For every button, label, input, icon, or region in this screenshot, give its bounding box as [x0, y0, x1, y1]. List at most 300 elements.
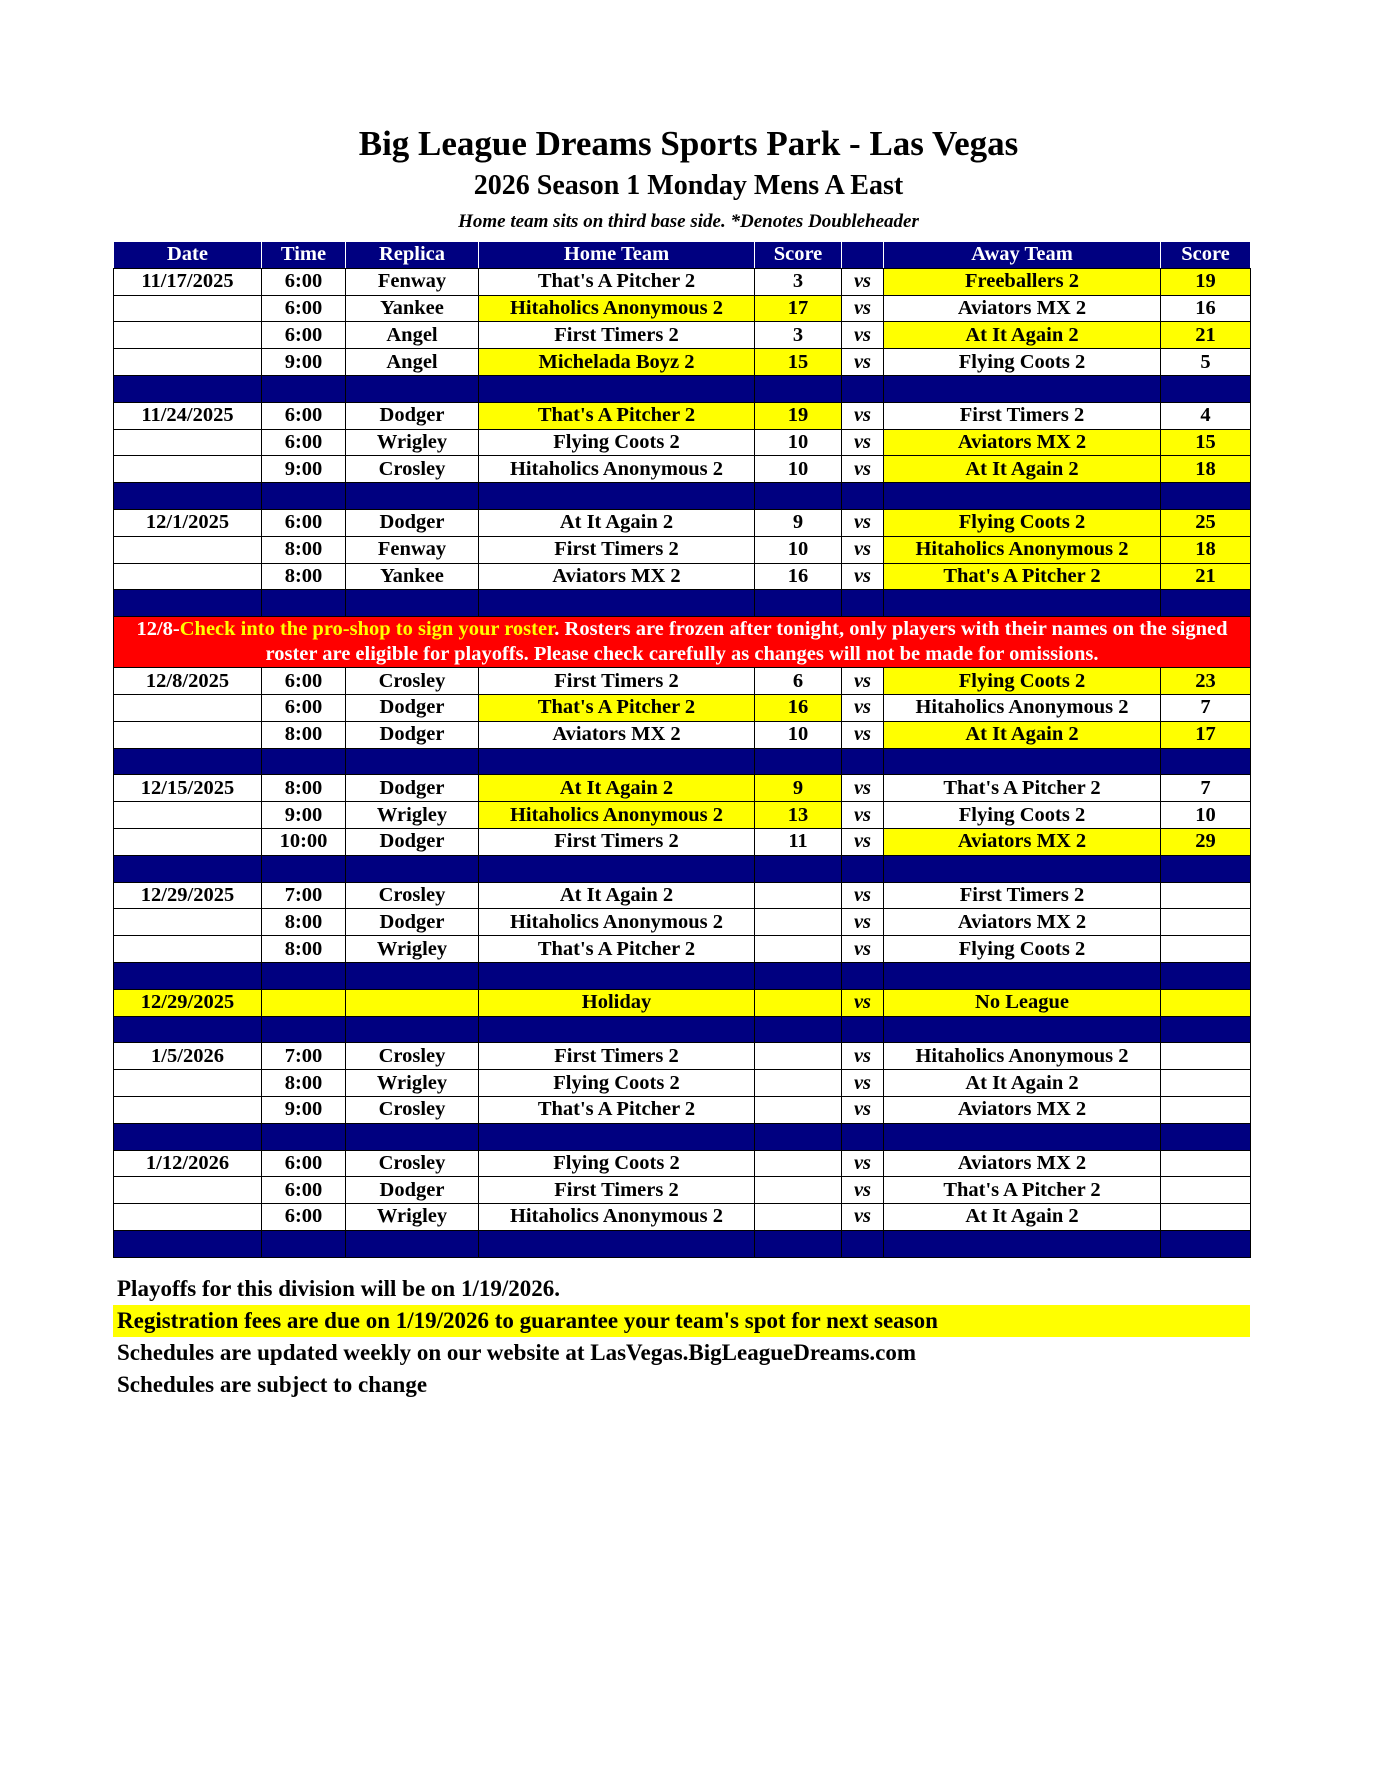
- cell-home: That's A Pitcher 2: [479, 402, 755, 429]
- cell-date: [114, 456, 262, 483]
- cell-vs: vs: [842, 989, 884, 1016]
- cell-home: Flying Coots 2: [479, 429, 755, 456]
- col-header-away-team: Away Team: [884, 242, 1161, 269]
- cell-home: First Timers 2: [479, 828, 755, 855]
- cell-date: 1/5/2026: [114, 1043, 262, 1070]
- cell-home-score: 15: [755, 349, 842, 376]
- cell-away: That's A Pitcher 2: [884, 563, 1161, 590]
- game-row: [114, 828, 1251, 855]
- separator-cell: [884, 1016, 1161, 1043]
- cell-home: Flying Coots 2: [479, 1150, 755, 1177]
- cell-away-score: [1161, 1177, 1251, 1204]
- cell-vs: vs: [842, 322, 884, 349]
- cell-away-score: [1161, 1070, 1251, 1097]
- separator-cell: [479, 590, 755, 617]
- cell-away-score: 10: [1161, 802, 1251, 829]
- separator-cell: [346, 375, 479, 402]
- cell-away: Aviators MX 2: [884, 909, 1161, 936]
- cell-vs: vs: [842, 802, 884, 829]
- separator-cell: [262, 748, 346, 775]
- cell-away: Freeballers 2: [884, 268, 1161, 295]
- game-row: [114, 1150, 1251, 1177]
- cell-home-score: 9: [755, 509, 842, 536]
- website-note: Schedules are updated weekly on our website at LasVegas.BigLeagueDreams.com: [117, 1340, 917, 1365]
- cell-home-score: 16: [755, 563, 842, 590]
- game-row: [114, 1204, 1251, 1231]
- cell-away-score: [1161, 936, 1251, 963]
- separator-cell: [884, 1123, 1161, 1150]
- game-row: [114, 882, 1251, 909]
- cell-replica: Crosley: [346, 882, 479, 909]
- cell-away-score: 18: [1161, 456, 1251, 483]
- cell-replica: Dodger: [346, 775, 479, 802]
- cell-away: Hitaholics Anonymous 2: [884, 1043, 1161, 1070]
- page-title: Big League Dreams Sports Park - Las Vegas: [358, 124, 1019, 163]
- cell-date: [114, 295, 262, 322]
- cell-time: 6:00: [262, 509, 346, 536]
- cell-away: Aviators MX 2: [884, 295, 1161, 322]
- cell-home-score: [755, 1043, 842, 1070]
- schedule-table: [113, 241, 1251, 1258]
- cell-date: [114, 828, 262, 855]
- separator-cell: [755, 375, 842, 402]
- cell-date: [114, 1177, 262, 1204]
- cell-time: 8:00: [262, 936, 346, 963]
- cell-time: 6:00: [262, 322, 346, 349]
- cell-away-score: 16: [1161, 295, 1251, 322]
- cell-home-score: 6: [755, 668, 842, 695]
- cell-replica: Wrigley: [346, 802, 479, 829]
- cell-home-score: [755, 989, 842, 1016]
- cell-home: At It Again 2: [479, 509, 755, 536]
- cell-replica: Crosley: [346, 1150, 479, 1177]
- separator-cell: [262, 1016, 346, 1043]
- separator-cell: [755, 748, 842, 775]
- col-header-time: Time: [262, 242, 346, 269]
- cell-home: Hitaholics Anonymous 2: [479, 1204, 755, 1231]
- cell-vs: vs: [842, 349, 884, 376]
- cell-time: 8:00: [262, 563, 346, 590]
- cell-away: At It Again 2: [884, 721, 1161, 748]
- cell-time: 9:00: [262, 349, 346, 376]
- cell-away-score: 23: [1161, 668, 1251, 695]
- cell-away-score: 4: [1161, 402, 1251, 429]
- separator-cell: [262, 590, 346, 617]
- cell-away: At It Again 2: [884, 1070, 1161, 1097]
- cell-replica: Dodger: [346, 509, 479, 536]
- separator-cell: [114, 375, 262, 402]
- col-header-vs: [842, 242, 884, 269]
- cell-time: 6:00: [262, 402, 346, 429]
- cell-away: Aviators MX 2: [884, 828, 1161, 855]
- separator-cell: [884, 1230, 1161, 1257]
- separator-cell: [884, 962, 1161, 989]
- cell-home: First Timers 2: [479, 1177, 755, 1204]
- cell-home: Hitaholics Anonymous 2: [479, 295, 755, 322]
- cell-vs: vs: [842, 1096, 884, 1123]
- schedule-note: Home team sits on third base side. *Denotes Doubleheader: [458, 211, 919, 232]
- separator-cell: [1161, 855, 1251, 882]
- cell-replica: Dodger: [346, 402, 479, 429]
- page-subtitle: 2026 Season 1 Monday Mens A East: [473, 170, 904, 201]
- separator-cell: [884, 590, 1161, 617]
- cell-away: That's A Pitcher 2: [884, 775, 1161, 802]
- separator-cell: [884, 748, 1161, 775]
- cell-home: Hitaholics Anonymous 2: [479, 909, 755, 936]
- roster-notice: [114, 617, 1251, 668]
- cell-away: Aviators MX 2: [884, 1150, 1161, 1177]
- holiday-row: [114, 989, 1251, 1016]
- separator-cell: [755, 1016, 842, 1043]
- cell-replica: Angel: [346, 349, 479, 376]
- cell-home-score: 10: [755, 456, 842, 483]
- game-row: [114, 721, 1251, 748]
- separator-cell: [114, 855, 262, 882]
- cell-date: [114, 694, 262, 721]
- separator-cell: [346, 590, 479, 617]
- separator-cell: [842, 1123, 884, 1150]
- cell-away-score: 21: [1161, 322, 1251, 349]
- cell-home-score: [755, 882, 842, 909]
- cell-time: 6:00: [262, 429, 346, 456]
- cell-time: 8:00: [262, 721, 346, 748]
- cell-home-score: 3: [755, 322, 842, 349]
- cell-away: That's A Pitcher 2: [884, 1177, 1161, 1204]
- roster-notice-row: [114, 617, 1251, 668]
- cell-replica: Crosley: [346, 456, 479, 483]
- cell-vs: vs: [842, 1177, 884, 1204]
- separator-cell: [479, 375, 755, 402]
- cell-time: 8:00: [262, 775, 346, 802]
- cell-vs: vs: [842, 1150, 884, 1177]
- separator-cell: [1161, 748, 1251, 775]
- separator-cell: [479, 855, 755, 882]
- cell-replica: Dodger: [346, 828, 479, 855]
- cell-time: 8:00: [262, 909, 346, 936]
- cell-vs: vs: [842, 909, 884, 936]
- separator-cell: [114, 1016, 262, 1043]
- game-row: [114, 402, 1251, 429]
- separator-row: [114, 1230, 1251, 1257]
- cell-time: 9:00: [262, 802, 346, 829]
- cell-away: First Timers 2: [884, 402, 1161, 429]
- cell-home: First Timers 2: [479, 668, 755, 695]
- cell-time: [262, 989, 346, 1016]
- cell-vs: vs: [842, 668, 884, 695]
- cell-away-score: [1161, 909, 1251, 936]
- cell-away: Flying Coots 2: [884, 936, 1161, 963]
- cell-date: [114, 322, 262, 349]
- cell-time: 8:00: [262, 1070, 346, 1097]
- cell-date: [114, 429, 262, 456]
- separator-cell: [479, 1230, 755, 1257]
- game-row: [114, 1070, 1251, 1097]
- separator-row: [114, 1016, 1251, 1043]
- cell-vs: vs: [842, 563, 884, 590]
- cell-replica: Dodger: [346, 721, 479, 748]
- cell-home: That's A Pitcher 2: [479, 694, 755, 721]
- cell-time: 8:00: [262, 536, 346, 563]
- cell-vs: vs: [842, 882, 884, 909]
- table-header-row: [114, 242, 1251, 269]
- separator-cell: [346, 962, 479, 989]
- separator-cell: [479, 962, 755, 989]
- cell-away-score: 29: [1161, 828, 1251, 855]
- separator-cell: [755, 483, 842, 510]
- cell-date: [114, 1204, 262, 1231]
- game-row: [114, 295, 1251, 322]
- cell-home: Aviators MX 2: [479, 721, 755, 748]
- separator-cell: [1161, 1016, 1251, 1043]
- game-row: [114, 456, 1251, 483]
- cell-vs: vs: [842, 775, 884, 802]
- cell-time: 6:00: [262, 295, 346, 322]
- separator-cell: [479, 1123, 755, 1150]
- cell-vs: vs: [842, 509, 884, 536]
- cell-date: 12/29/2025: [114, 989, 262, 1016]
- separator-cell: [1161, 1123, 1251, 1150]
- cell-home: At It Again 2: [479, 775, 755, 802]
- cell-time: 7:00: [262, 1043, 346, 1070]
- cell-replica: Wrigley: [346, 936, 479, 963]
- cell-home-score: 13: [755, 802, 842, 829]
- separator-row: [114, 855, 1251, 882]
- separator-cell: [884, 483, 1161, 510]
- cell-date: 12/29/2025: [114, 882, 262, 909]
- cell-vs: vs: [842, 721, 884, 748]
- separator-cell: [842, 1230, 884, 1257]
- cell-away-score: 19: [1161, 268, 1251, 295]
- separator-cell: [842, 855, 884, 882]
- separator-row: [114, 483, 1251, 510]
- cell-home-score: 19: [755, 402, 842, 429]
- game-row: [114, 1096, 1251, 1123]
- cell-replica: Wrigley: [346, 1070, 479, 1097]
- cell-away-score: 21: [1161, 563, 1251, 590]
- cell-replica: Crosley: [346, 668, 479, 695]
- game-row: [114, 802, 1251, 829]
- separator-cell: [346, 1230, 479, 1257]
- cell-home-score: [755, 909, 842, 936]
- cell-home-score: [755, 1177, 842, 1204]
- cell-home: That's A Pitcher 2: [479, 268, 755, 295]
- cell-away: Flying Coots 2: [884, 802, 1161, 829]
- cell-time: 6:00: [262, 694, 346, 721]
- cell-replica: Crosley: [346, 1096, 479, 1123]
- cell-home: First Timers 2: [479, 1043, 755, 1070]
- cell-away: No League: [884, 989, 1161, 1016]
- separator-cell: [479, 748, 755, 775]
- cell-vs: vs: [842, 402, 884, 429]
- schedule-body: [114, 268, 1251, 1257]
- separator-cell: [1161, 483, 1251, 510]
- separator-cell: [479, 1016, 755, 1043]
- separator-cell: [842, 748, 884, 775]
- cell-home-score: 16: [755, 694, 842, 721]
- col-header-home-score: Score: [755, 242, 842, 269]
- cell-away-score: 15: [1161, 429, 1251, 456]
- cell-home: At It Again 2: [479, 882, 755, 909]
- cell-home: Holiday: [479, 989, 755, 1016]
- cell-time: 6:00: [262, 668, 346, 695]
- separator-cell: [755, 1123, 842, 1150]
- col-header-home-team: Home Team: [479, 242, 755, 269]
- cell-home: First Timers 2: [479, 536, 755, 563]
- separator-cell: [755, 962, 842, 989]
- cell-home-score: [755, 1070, 842, 1097]
- cell-home-score: 10: [755, 721, 842, 748]
- cell-home-score: 10: [755, 536, 842, 563]
- cell-home-score: [755, 936, 842, 963]
- cell-home-score: 11: [755, 828, 842, 855]
- cell-replica: Wrigley: [346, 429, 479, 456]
- cell-vs: vs: [842, 268, 884, 295]
- cell-away-score: [1161, 1204, 1251, 1231]
- cell-away-score: 18: [1161, 536, 1251, 563]
- separator-cell: [346, 748, 479, 775]
- cell-away-score: [1161, 1043, 1251, 1070]
- cell-away-score: 17: [1161, 721, 1251, 748]
- game-row: [114, 694, 1251, 721]
- separator-cell: [114, 1230, 262, 1257]
- cell-vs: vs: [842, 456, 884, 483]
- separator-row: [114, 1123, 1251, 1150]
- cell-replica: Dodger: [346, 1177, 479, 1204]
- separator-cell: [842, 375, 884, 402]
- cell-away-score: 5: [1161, 349, 1251, 376]
- cell-date: 12/1/2025: [114, 509, 262, 536]
- cell-replica: Dodger: [346, 694, 479, 721]
- playoffs-note: Playoffs for this division will be on 1/19/2026.: [117, 1276, 561, 1301]
- cell-away-score: [1161, 1150, 1251, 1177]
- separator-row: [114, 375, 1251, 402]
- notice-highlight: Check into the pro-shop to sign your roster: [179, 618, 555, 641]
- cell-date: [114, 936, 262, 963]
- game-row: [114, 936, 1251, 963]
- cell-time: 6:00: [262, 1150, 346, 1177]
- separator-cell: [262, 483, 346, 510]
- game-row: [114, 349, 1251, 376]
- cell-vs: vs: [842, 1043, 884, 1070]
- separator-cell: [884, 375, 1161, 402]
- cell-home: Aviators MX 2: [479, 563, 755, 590]
- cell-replica: Wrigley: [346, 1204, 479, 1231]
- cell-time: 6:00: [262, 1177, 346, 1204]
- separator-cell: [1161, 590, 1251, 617]
- cell-replica: [346, 989, 479, 1016]
- cell-date: [114, 802, 262, 829]
- separator-cell: [262, 375, 346, 402]
- cell-home: That's A Pitcher 2: [479, 1096, 755, 1123]
- change-note: Schedules are subject to change: [117, 1372, 428, 1397]
- col-header-replica: Replica: [346, 242, 479, 269]
- separator-cell: [1161, 962, 1251, 989]
- separator-cell: [262, 855, 346, 882]
- cell-date: [114, 1096, 262, 1123]
- cell-date: [114, 563, 262, 590]
- cell-home-score: 9: [755, 775, 842, 802]
- cell-home-score: [755, 1204, 842, 1231]
- separator-cell: [755, 855, 842, 882]
- cell-away-score: [1161, 1096, 1251, 1123]
- game-row: [114, 563, 1251, 590]
- separator-cell: [346, 1016, 479, 1043]
- cell-replica: Angel: [346, 322, 479, 349]
- separator-row: [114, 590, 1251, 617]
- game-row: [114, 1177, 1251, 1204]
- cell-home: Hitaholics Anonymous 2: [479, 456, 755, 483]
- cell-away: Flying Coots 2: [884, 349, 1161, 376]
- game-row: [114, 668, 1251, 695]
- separator-cell: [479, 483, 755, 510]
- game-row: [114, 322, 1251, 349]
- cell-vs: vs: [842, 828, 884, 855]
- separator-cell: [755, 590, 842, 617]
- notice-text: . Rosters are frozen after tonight, only players with their names on the signed roster are eligible for playoffs. Please check carefully as changes will not be made for omissions.: [265, 618, 1228, 666]
- cell-date: [114, 909, 262, 936]
- cell-away: Flying Coots 2: [884, 668, 1161, 695]
- game-row: [114, 509, 1251, 536]
- game-row: [114, 775, 1251, 802]
- cell-date: 1/12/2026: [114, 1150, 262, 1177]
- separator-cell: [346, 1123, 479, 1150]
- cell-away: Hitaholics Anonymous 2: [884, 536, 1161, 563]
- cell-time: 9:00: [262, 1096, 346, 1123]
- separator-cell: [262, 1123, 346, 1150]
- notice-date: 12/8-: [136, 618, 180, 641]
- cell-date: [114, 536, 262, 563]
- col-header-away-score: Score: [1161, 242, 1251, 269]
- cell-away-score: 25: [1161, 509, 1251, 536]
- cell-away: Hitaholics Anonymous 2: [884, 694, 1161, 721]
- cell-vs: vs: [842, 694, 884, 721]
- cell-away: Flying Coots 2: [884, 509, 1161, 536]
- cell-vs: vs: [842, 1204, 884, 1231]
- game-row: [114, 1043, 1251, 1070]
- separator-cell: [262, 962, 346, 989]
- separator-cell: [262, 1230, 346, 1257]
- separator-cell: [1161, 375, 1251, 402]
- separator-cell: [755, 1230, 842, 1257]
- cell-vs: vs: [842, 429, 884, 456]
- cell-date: 11/24/2025: [114, 402, 262, 429]
- cell-date: 12/15/2025: [114, 775, 262, 802]
- separator-cell: [114, 483, 262, 510]
- cell-away-score: [1161, 882, 1251, 909]
- cell-home-score: 3: [755, 268, 842, 295]
- cell-home: That's A Pitcher 2: [479, 936, 755, 963]
- separator-cell: [114, 590, 262, 617]
- separator-cell: [842, 483, 884, 510]
- separator-cell: [884, 855, 1161, 882]
- cell-home: Michelada Boyz 2: [479, 349, 755, 376]
- cell-date: [114, 721, 262, 748]
- game-row: [114, 268, 1251, 295]
- cell-home-score: 17: [755, 295, 842, 322]
- separator-cell: [842, 962, 884, 989]
- game-row: [114, 429, 1251, 456]
- cell-replica: Fenway: [346, 268, 479, 295]
- game-row: [114, 536, 1251, 563]
- cell-date: 12/8/2025: [114, 668, 262, 695]
- separator-cell: [114, 1123, 262, 1150]
- separator-cell: [346, 855, 479, 882]
- cell-away-score: 7: [1161, 694, 1251, 721]
- separator-cell: [1161, 1230, 1251, 1257]
- cell-away: At It Again 2: [884, 456, 1161, 483]
- game-row: [114, 909, 1251, 936]
- cell-away: At It Again 2: [884, 1204, 1161, 1231]
